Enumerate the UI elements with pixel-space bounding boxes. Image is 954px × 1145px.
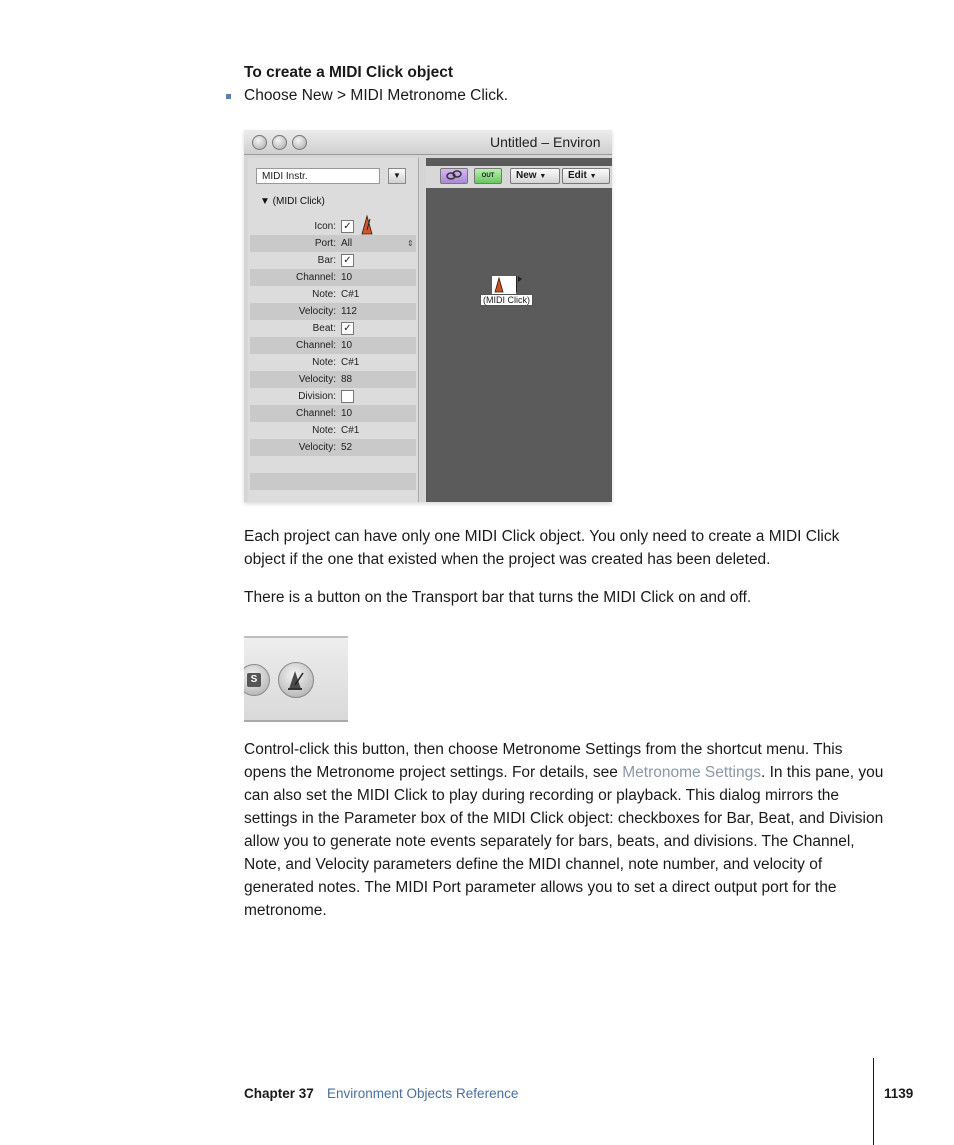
solo-button-label: S [247, 673, 261, 687]
empty-parameter-row [250, 473, 416, 490]
parameter-value[interactable]: 112 [341, 306, 357, 317]
parameter-label: Note: [312, 425, 336, 436]
paragraph-3-text-b: . In this pane, you can also set the MIDI Click to play during recording or playback. This dialog mirrors the settings in the Parameter box of the MIDI Click object: checkboxes for Bar, Beat, and Division allow you to generate note events separately for bars, beats, and divisions. The Channel, Note, and Velocity parameters define the MIDI channel, note number, and velocity of generated notes. The MIDI Port parameter allows you to set a direct output port for the metronome. [244, 764, 884, 919]
paragraph-2: There is a button on the Transport bar that turns the MIDI Click on and off. [244, 589, 752, 606]
parameter-label: Beat: [312, 323, 336, 334]
bullet-text: Choose New > MIDI Metronome Click. [244, 87, 509, 104]
parameter-label: Velocity: [298, 442, 336, 453]
new-menu-arrow-icon: ▼ [539, 173, 547, 180]
port-stepper-icon[interactable]: ⇕ [407, 239, 414, 248]
empty-parameter-row [250, 456, 416, 473]
midi-out-label: OUT [481, 173, 495, 179]
new-menu-label: New [516, 170, 537, 181]
bullet-item [226, 87, 508, 105]
edit-menu-button[interactable] [562, 168, 610, 184]
parameter-value[interactable]: C#1 [341, 425, 360, 436]
parameter-label: Channel: [295, 340, 336, 351]
parameter-value[interactable]: 52 [341, 442, 353, 453]
link-mode-button[interactable] [440, 168, 468, 184]
parameter-value[interactable]: 10 [341, 272, 353, 283]
parameter-value[interactable]: 10 [341, 408, 353, 419]
edit-menu-arrow-icon: ▼ [589, 173, 597, 180]
environment-window-screenshot [244, 130, 612, 502]
parameter-label: Velocity: [298, 306, 336, 317]
parameter-checkbox[interactable]: ✓ [341, 220, 354, 233]
parameter-row[interactable] [250, 269, 416, 286]
edit-menu-label: Edit [568, 170, 587, 181]
parameter-row[interactable] [250, 354, 416, 371]
page-number: 1139 [884, 1086, 914, 1101]
metronome-object-icon [492, 276, 522, 294]
parameter-value[interactable]: 88 [341, 374, 353, 385]
close-window-icon[interactable] [252, 135, 267, 150]
parameter-label: Note: [312, 357, 336, 368]
parameter-label: Division: [298, 391, 336, 402]
parameter-label: Bar: [317, 255, 336, 266]
parameter-label: Channel: [295, 408, 336, 419]
footer-chapter-title-link[interactable]: Environment Objects Reference [327, 1086, 519, 1101]
parameter-checkbox[interactable]: ✓ [341, 254, 354, 267]
parameter-box-title[interactable]: ▼ (MIDI Click) [260, 196, 325, 207]
parameter-row[interactable] [250, 405, 416, 422]
metronome-click-button[interactable] [278, 662, 314, 698]
metronome-icon [279, 663, 313, 697]
parameter-row[interactable] [250, 388, 416, 405]
parameter-row[interactable] [250, 286, 416, 303]
midi-click-object-label: (MIDI Click) [480, 294, 533, 306]
parameter-label: Icon: [314, 221, 336, 232]
paragraph-3 [244, 738, 884, 922]
window-title: Untitled – Environ [490, 134, 601, 150]
environment-canvas[interactable] [426, 158, 612, 502]
parameter-row[interactable] [250, 439, 416, 456]
transport-bar-screenshot [244, 636, 348, 722]
footer-divider [873, 1058, 874, 1145]
section-heading: To create a MIDI Click object [244, 64, 454, 81]
parameter-row[interactable] [250, 252, 416, 269]
parameter-row[interactable] [250, 337, 416, 354]
new-menu-button[interactable] [510, 168, 560, 184]
parameter-label: Port: [314, 238, 336, 249]
bullet-icon [226, 94, 231, 99]
instrument-menu-button[interactable]: ▼ [388, 168, 406, 184]
solo-button[interactable] [244, 664, 270, 696]
zoom-window-icon[interactable] [292, 135, 307, 150]
metronome-settings-link[interactable]: Metronome Settings [622, 764, 761, 781]
parameter-row[interactable] [250, 235, 416, 252]
parameter-row[interactable] [250, 218, 416, 235]
metronome-icon [360, 214, 374, 236]
link-icon [446, 169, 462, 181]
parameter-label: Velocity: [298, 374, 336, 385]
footer-chapter: Chapter 37 [244, 1086, 314, 1101]
parameter-value[interactable]: All [341, 238, 353, 249]
parameter-row[interactable] [250, 303, 416, 320]
parameter-checkbox[interactable] [341, 390, 354, 403]
parameter-row[interactable] [250, 422, 416, 439]
parameter-label: Channel: [295, 272, 336, 283]
parameter-value[interactable]: C#1 [341, 357, 360, 368]
parameter-value[interactable]: 10 [341, 340, 353, 351]
midi-out-button[interactable] [474, 168, 502, 184]
parameter-checkbox[interactable]: ✓ [341, 322, 354, 335]
parameter-row[interactable] [250, 371, 416, 388]
parameter-value[interactable]: C#1 [341, 289, 360, 300]
instrument-menu-field[interactable]: MIDI Instr. [256, 168, 380, 184]
parameter-label: Note: [312, 289, 336, 300]
parameter-row[interactable] [250, 320, 416, 337]
minimize-window-icon[interactable] [272, 135, 287, 150]
paragraph-1: Each project can have only one MIDI Click object. You only need to create a MIDI Click object if the one that existed when the project was created has been deleted. [244, 528, 840, 568]
paragraph-3-text-a: Control-click this button, then choose Metronome Settings from the shortcut menu. This opens the Metronome project settings. For details, see [244, 741, 843, 781]
